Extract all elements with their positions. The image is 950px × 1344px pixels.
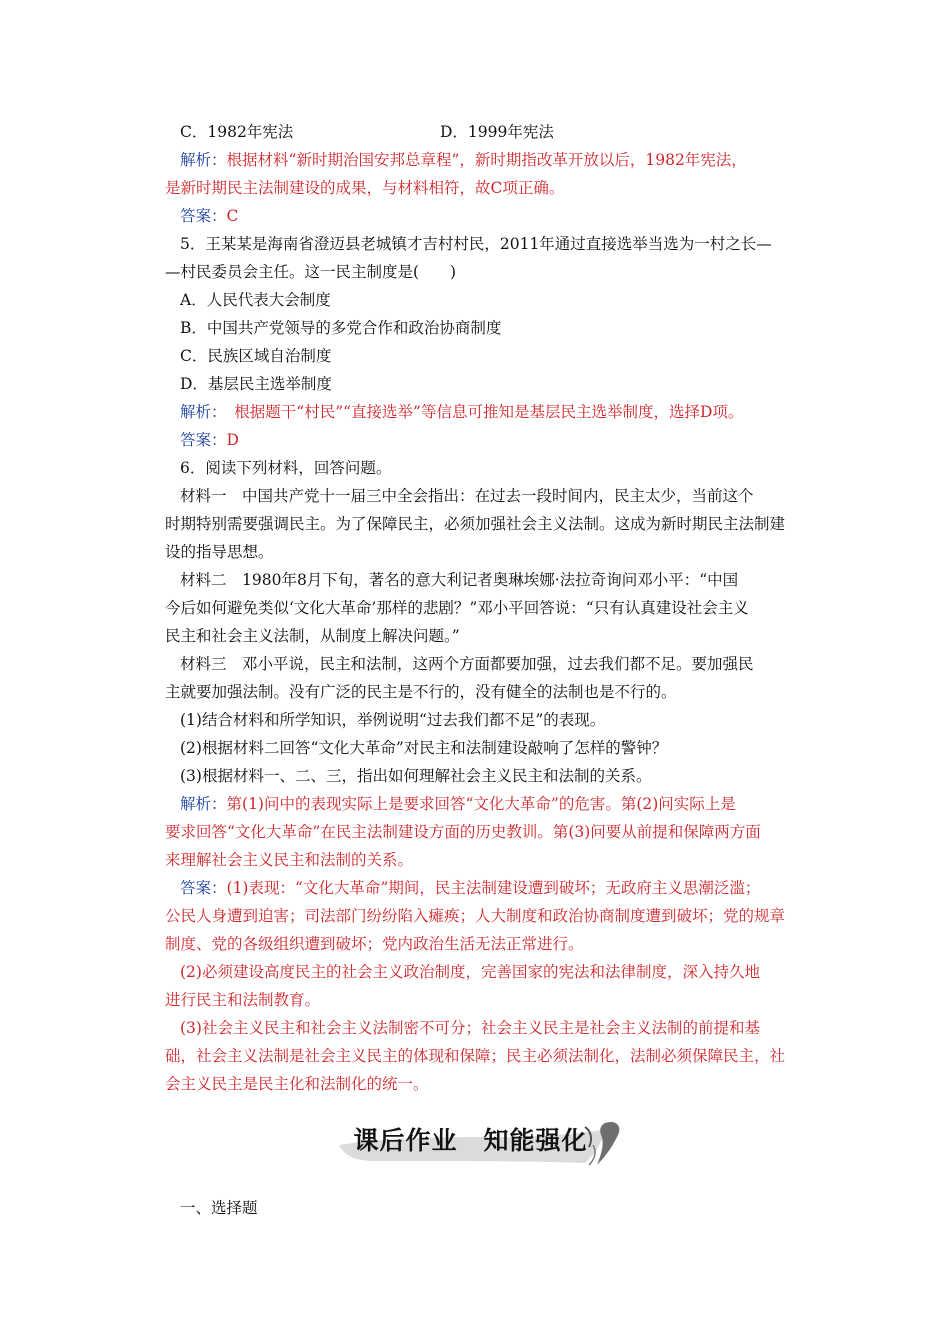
q5-answer-label: 答案：	[180, 431, 227, 449]
q4-option-c: C．1982年宪法	[180, 123, 294, 141]
q5-option-d: D．基层民主选举制度	[180, 375, 332, 393]
q5-analysis-text: 根据题干“村民”“直接选举”等信息可推知是基层民主选举制度，选择D项。	[218, 403, 744, 421]
section-banner	[335, 1115, 625, 1171]
q5-option-c: C．民族区域自治制度	[180, 347, 332, 365]
q6-analysis-line3: 来理解社会主义民主和法制的关系。	[165, 851, 414, 869]
q6-material2-line2: 今后如何避免类似‘文化大革命’那样的悲剧？”邓小平回答说：“只有认真建设社会主义	[165, 599, 749, 617]
q4-analysis-text1: 根据材料“新时期治国安邦总章程”，新时期指改革开放以后，1982年宪法，	[226, 151, 747, 169]
q4-analysis-line2: 是新时期民主法制建设的成果，与材料相符，故C项正确。	[165, 179, 565, 197]
q5-option-a: A．人民代表大会制度	[180, 291, 331, 309]
q6-material3-line2: 主就要加强法制。没有广泛的民主是不行的，没有健全的法制也是不行的。	[165, 683, 677, 701]
q4-answer	[180, 206, 835, 226]
q6-material2-line1: 材料二 1980年8月下旬，著名的意大利记者奥琳埃娜·法拉奇询问邓小平：“中国	[180, 571, 739, 589]
q6-material1-line2: 时期特别需要强调民主。为了保障民主，必须加强社会主义法制。这成为新时期民主法制建	[165, 515, 786, 533]
q6-material1-line3: 设的指导思想。	[165, 543, 274, 561]
q6-stem: 6．阅读下列材料，回答问题。	[180, 459, 392, 477]
q5-analysis-label: 解析：	[180, 403, 219, 421]
q4-analysis-line1	[180, 150, 835, 170]
q6-answer3-line2: 础，社会主义法制是社会主义民主的体现和保障；民主必须法制化，法制必须保障民主，社	[165, 1047, 786, 1065]
q4-answer-label: 答案：	[180, 207, 227, 225]
q5-answer-value: D	[226, 431, 239, 449]
q6-answer2-line1: (2)必须建设高度民主的社会主义政治制度，完善国家的宪法和法律制度，深入持久地	[180, 963, 760, 981]
q6-question2: (2)根据材料二回答“文化大革命”对民主和法制建设敲响了怎样的警钟？	[180, 739, 668, 757]
q6-material1-line1: 材料一 中国共产党十一届三中全会指出：在过去一段时间内，民主太少，当前这个	[180, 487, 754, 505]
q6-material2-line3: 民主和社会主义法制，从制度上解决问题。”	[165, 627, 460, 645]
q6-analysis-text1: 第(1)问中的表现实际上是要求回答“文化大革命”的危害。第(2)问实际上是	[226, 795, 736, 813]
q4-answer-value: C	[226, 207, 239, 225]
q6-answer1-line3: 制度、党的各级组织遭到破坏；党内政治生活无法正常进行。	[165, 935, 584, 953]
q5-stem-line1: 5．王某某是海南省澄迈县老城镇才吉村村民，2011年通过直接选举当选为一村之长—	[180, 235, 772, 253]
q4-options-row	[165, 122, 820, 142]
section-banner-title: 课后作业 知能强化	[353, 1126, 588, 1155]
q5-answer	[180, 430, 835, 450]
q6-analysis-line1	[180, 794, 835, 814]
q6-answer2-line2: 进行民主和法制教育。	[165, 991, 321, 1009]
q5-stem-line2: —村民委员会主任。这一民主制度是( )	[165, 263, 457, 281]
q4-analysis-label: 解析：	[180, 151, 227, 169]
q6-answer3-line1: (3)社会主义民主和社会主义法制密不可分；社会主义民主是社会主义法制的前提和基	[180, 1019, 760, 1037]
q6-analysis-line2: 要求回答“文化大革命”在民主法制建设方面的历史教训。第(3)问要从前提和保障两方面	[165, 823, 761, 841]
q6-question3: (3)根据材料一、二、三，指出如何理解社会主义民主和法制的关系。	[180, 767, 652, 785]
q6-answer1-line2: 公民人身遭到迫害；司法部门纷纷陷入瘫痪；人大制度和政治协商制度遭到破坏；党的规章	[165, 907, 786, 925]
q5-analysis	[180, 402, 835, 422]
q4-option-d: D．1999年宪法	[440, 123, 554, 141]
q6-question1: (1)结合材料和所学知识，举例说明“过去我们都不足”的表现。	[180, 711, 606, 729]
q6-answer-label: 答案：	[180, 879, 227, 897]
q6-answer3-line3: 会主义民主是民主化和法制化的统一。	[165, 1075, 429, 1093]
q6-answer1-text1: (1)表现：“文化大革命”期间，民主法制建设遭到破坏；无政府主义思潮泛滥；	[226, 879, 761, 897]
q6-analysis-label: 解析：	[180, 795, 227, 813]
section-heading: 一、选择题	[180, 1199, 258, 1217]
q5-option-b: B．中国共产党领导的多党合作和政治协商制度	[180, 319, 502, 337]
q6-answer1-line1	[180, 878, 835, 898]
q6-material3-line1: 材料三 邓小平说，民主和法制，这两个方面都要加强，过去我们都不足。要加强民	[180, 655, 754, 673]
